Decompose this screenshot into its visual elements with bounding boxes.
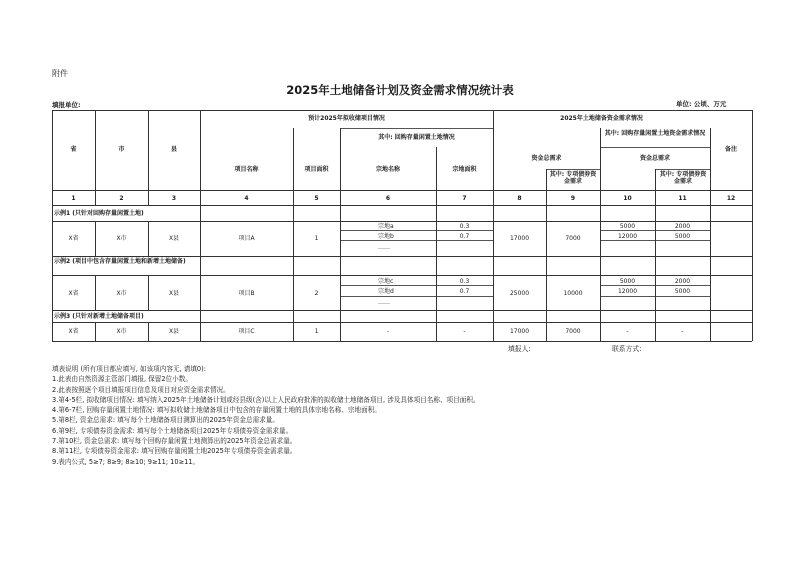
col-fund-sub-total: 资金总需求 bbox=[639, 155, 670, 162]
plan-group-header: 预计2025年拟收储项目情况 bbox=[308, 115, 385, 122]
col-number: 8 bbox=[517, 195, 522, 202]
rule bbox=[340, 296, 493, 297]
cell-parcel: …… bbox=[378, 299, 390, 306]
rule bbox=[52, 256, 752, 257]
fund-sub-header: 其中: 回购存量闲置土地资金需求情况 bbox=[604, 130, 706, 137]
col-number: 9 bbox=[570, 195, 576, 202]
col-fund-total: 资金总需求 bbox=[531, 155, 562, 162]
rule bbox=[52, 310, 752, 311]
rule bbox=[340, 128, 493, 129]
example-2-label: 示例2 (项目中包含存量闲置土地和新增土地储备) bbox=[54, 258, 186, 265]
cell-county: X县 bbox=[168, 235, 180, 242]
rule bbox=[52, 190, 752, 191]
rule bbox=[493, 110, 494, 341]
contact-label: 联系方式: bbox=[612, 345, 642, 353]
col-number: 6 bbox=[385, 195, 391, 202]
cell-city: X市 bbox=[116, 328, 127, 335]
cell-fund-special: 7000 bbox=[565, 235, 581, 242]
table-border-left bbox=[52, 110, 53, 341]
col-parcel-name: 宗地名称 bbox=[375, 166, 400, 173]
cell-province: X省 bbox=[68, 328, 79, 335]
col-province: 省 bbox=[70, 146, 77, 153]
col-number: 12 bbox=[726, 195, 736, 202]
rule bbox=[340, 285, 493, 286]
cell-city: X市 bbox=[116, 290, 127, 297]
rule bbox=[95, 110, 96, 205]
cell-province: X省 bbox=[68, 290, 79, 297]
fill-instructions bbox=[52, 364, 480, 467]
note-line: 4.第6-7栏, 回购存量闲置土地情况: 填写拟收储土地储备项目中包含的存量闲置土地的具体宗地名称、宗地面积。 bbox=[52, 406, 381, 415]
cell-parcel: 宗地a bbox=[378, 223, 394, 230]
note-line: 7.第10栏, 资金总需求: 填写每个回购存量闲置土地测算出的2025年资金总需求量。 bbox=[52, 437, 297, 446]
note-line: 9.表内公式, 5≥7; 8≥9; 8≥10; 9≥11; 10≥11。 bbox=[52, 457, 200, 466]
attachment-label: 附件 bbox=[52, 69, 68, 78]
cell-parcel-area: 0.7 bbox=[459, 288, 470, 295]
cell-parcel-area: 0.3 bbox=[459, 223, 470, 230]
col-fund-sub-special: 其中: 专项债券资金需求 bbox=[659, 171, 707, 185]
cell-project: 项目C bbox=[238, 328, 255, 335]
cell-sub-total: - bbox=[626, 328, 629, 335]
cell-county: X县 bbox=[168, 290, 180, 297]
cell-sub-special: - bbox=[681, 328, 684, 335]
cell-parcel-area: 0.3 bbox=[459, 278, 470, 285]
table-border-top bbox=[52, 110, 752, 111]
plan-sub-header: 其中: 回购存量闲置土地情况 bbox=[378, 134, 455, 141]
fund-group-header: 2025年土地储备资金需求情况 bbox=[560, 115, 643, 122]
col-county: 县 bbox=[170, 146, 177, 153]
cell-fund-total: 17000 bbox=[509, 328, 530, 335]
table-border-bottom bbox=[52, 341, 752, 342]
rule bbox=[340, 240, 493, 241]
rule bbox=[655, 169, 710, 170]
cell-sub-special: 2000 bbox=[674, 278, 691, 285]
cell-sub-total: 12000 bbox=[617, 233, 638, 240]
note-line: 5.第8栏, 资金总需求: 填写每个土地储备项目测算出的2025年资金总需求量。 bbox=[52, 416, 279, 425]
note-line: 6.第9栏, 专项债券资金需求: 填写每个土地储备项目2025年专项债券资金需求量。 bbox=[52, 426, 293, 435]
col-city: 市 bbox=[118, 146, 125, 153]
col-project-area: 项目面积 bbox=[304, 166, 329, 173]
rule bbox=[148, 110, 149, 205]
cell-sub-total: 12000 bbox=[617, 288, 638, 295]
cell-sub-total: 5000 bbox=[619, 278, 636, 285]
cell-fund-special: 7000 bbox=[565, 328, 581, 335]
cell-parcel: 宗地b bbox=[378, 233, 394, 240]
example-1-label: 示例1 (只针对回购存量闲置土地) bbox=[54, 210, 144, 217]
rule bbox=[340, 128, 341, 341]
cell-parcel: 宗地c bbox=[378, 278, 394, 285]
note-line: 填表说明 (所有项目都应填写, 如该项内容无, 请填0): bbox=[52, 365, 206, 373]
cell-project-area: 1 bbox=[314, 328, 319, 335]
col-number: 11 bbox=[678, 195, 687, 202]
cell-sub-total: 5000 bbox=[619, 223, 636, 230]
rule bbox=[52, 322, 752, 323]
col-remark: 备注 bbox=[724, 146, 737, 153]
col-parcel-area: 宗地面积 bbox=[452, 166, 477, 173]
col-number: 4 bbox=[244, 195, 249, 202]
rule bbox=[340, 230, 493, 231]
rule bbox=[52, 205, 752, 206]
cell-parcel: …… bbox=[378, 244, 390, 251]
rule bbox=[52, 275, 752, 276]
cell-parcel-area: 0.7 bbox=[459, 233, 470, 240]
col-project-name: 项目名称 bbox=[234, 166, 259, 173]
rule bbox=[710, 128, 711, 341]
rule bbox=[546, 169, 600, 170]
table-border-right bbox=[752, 110, 753, 341]
cell-parcel: 宗地d bbox=[378, 288, 394, 295]
filler-unit-label: 填报单位: bbox=[52, 101, 81, 109]
cell-project-area: 2 bbox=[314, 290, 319, 297]
rule bbox=[600, 147, 710, 148]
cell-parcel-area: - bbox=[463, 328, 466, 335]
note-line: 2.此表按照逐个项目填报项目信息及项目对应资金需求情况。 bbox=[52, 385, 230, 394]
cell-county: X县 bbox=[168, 328, 180, 335]
filled-by-label: 填报人: bbox=[508, 345, 531, 353]
cell-city: X市 bbox=[116, 235, 127, 242]
rule bbox=[52, 221, 752, 222]
col-fund-special: 其中: 专项债券资金需求 bbox=[549, 171, 597, 185]
cell-province: X省 bbox=[68, 235, 79, 242]
note-line: 1.此表由自然资源主管部门填报, 保留2位小数。 bbox=[52, 375, 192, 384]
note-line: 3.第4-5栏, 拟收储项目情况: 填写纳入2025年土地储备计划或经县级(含)以上人民政府批准的拟收储土地储备项目, 涉及具体项目名称、项目面积。 bbox=[52, 395, 480, 404]
cell-fund-total: 25000 bbox=[509, 290, 530, 297]
col-number: 3 bbox=[171, 195, 177, 202]
cell-fund-total: 17000 bbox=[509, 235, 530, 242]
cell-sub-special: 5000 bbox=[674, 233, 691, 240]
col-number: 10 bbox=[623, 195, 632, 202]
rule bbox=[436, 147, 437, 341]
note-line: 8.第11栏, 专项债券资金需求: 填写回购存量闲置土地2025年专项债券资金需求量。 bbox=[52, 447, 297, 456]
unit-label: 单位: 公顷、万元 bbox=[676, 100, 727, 108]
cell-fund-special: 10000 bbox=[563, 290, 583, 297]
col-number: 5 bbox=[314, 195, 319, 202]
cell-project-area: 1 bbox=[314, 235, 319, 242]
cell-sub-special: 2000 bbox=[674, 223, 691, 230]
cell-project: 项目A bbox=[238, 235, 255, 242]
cell-sub-special: 5000 bbox=[674, 288, 691, 295]
rule bbox=[200, 110, 201, 341]
col-number: 1 bbox=[71, 195, 76, 202]
cell-project: 项目B bbox=[238, 290, 255, 297]
cell-parcel: - bbox=[386, 328, 390, 335]
page-title: 2025年土地储备计划及资金需求情况统计表 bbox=[286, 83, 514, 97]
col-number: 2 bbox=[119, 195, 124, 202]
col-number: 7 bbox=[462, 195, 467, 202]
example-3-label: 示例3 (只针对新增土地储备项目) bbox=[54, 313, 144, 320]
